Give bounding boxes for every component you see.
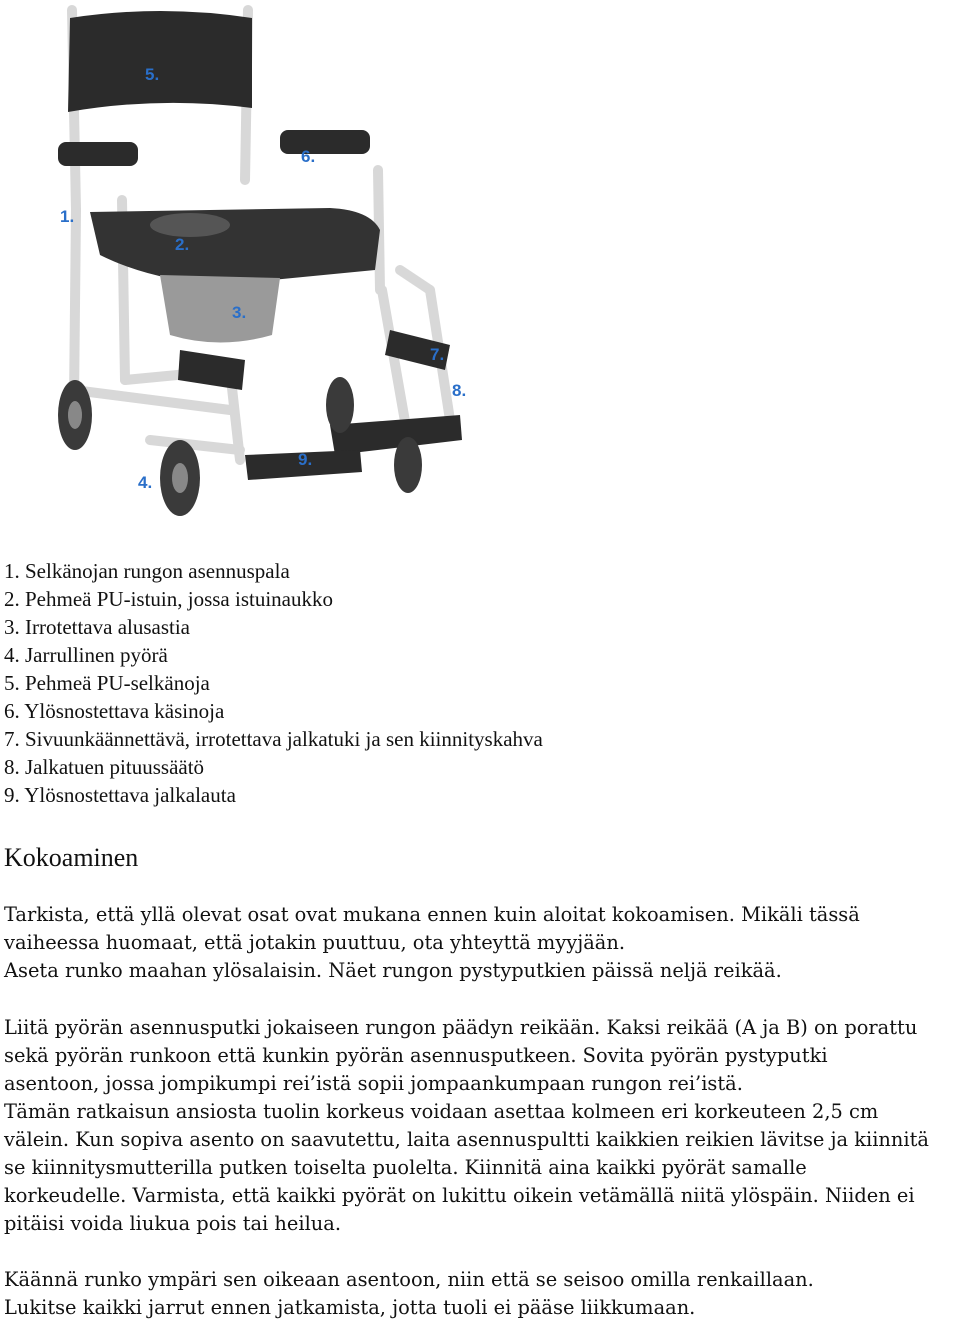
commode-chair-illustration <box>30 0 490 535</box>
left-armrest <box>58 142 138 166</box>
text-line: vaiheessa huomaat, että jotakin puuttuu, ota yhteyttä myyjään. <box>4 931 626 954</box>
parts-list-item: 7. Sivuunkäännettävä, irrotettava jalkatuki ja sen kiinnityskahva <box>4 727 543 751</box>
text-line: Liitä pyörän asennusputki jokaiseen rungon päädyn reikään. Kaksi reikää (A ja B) on porattu <box>4 1016 918 1039</box>
text-line: pitäisi voida liukua pois tai heilua. <box>4 1212 342 1235</box>
seat-opening <box>150 213 230 237</box>
parts-list-item: 8. Jalkatuen pituussäätö <box>4 755 205 779</box>
text-line: asentoon, jossa jompikumpi rei’istä sopii jompaankumpaan rungon rei’istä. <box>4 1072 743 1095</box>
backrest-pad <box>68 11 252 112</box>
commode-chair-drawing <box>30 0 490 535</box>
section-heading: Kokoaminen <box>4 843 139 872</box>
callout-3: 3. <box>232 303 247 322</box>
parts-list <box>4 557 543 809</box>
seat-pad <box>90 208 380 285</box>
parts-list-item: 2. Pehmeä PU-istuin, jossa istuinaukko <box>4 587 333 611</box>
callout-4: 4. <box>138 473 153 492</box>
callout-6: 6. <box>301 147 316 166</box>
parts-list-item: 3. Irrotettava alusastia <box>4 615 191 639</box>
text-line: sekä pyörän runkoon että kunkin pyörän asennusputkeen. Sovita pyörän pystyputki <box>4 1044 828 1067</box>
callout-5: 5. <box>145 65 160 84</box>
parts-list-item: 9. Ylösnostettava jalkalauta <box>4 783 236 807</box>
callout-7: 7. <box>430 345 445 364</box>
text-line: Käännä runko ympäri sen oikeaan asentoon, niin että se seisoo omilla renkaillaan. <box>4 1268 814 1291</box>
paragraph-3 <box>4 1266 960 1322</box>
text-line: Tämän ratkaisun ansiosta tuolin korkeus voidaan asettaa kolmeen eri korkeuteen 2,5 cm <box>4 1100 879 1123</box>
text-line: Tarkista, että yllä olevat osat ovat mukana ennen kuin aloitat kokoamisen. Mikäli tässä <box>4 903 860 926</box>
parts-list-item: 1. Selkänojan rungon asennuspala <box>4 559 290 583</box>
paragraph-1 <box>4 901 960 985</box>
text-line: Aseta runko maahan ylösalaisin. Näet rungon pystyputkien päissä neljä reikää. <box>4 959 782 982</box>
callout-9: 9. <box>298 450 313 469</box>
paragraph-2 <box>4 1014 960 1238</box>
commode-pan <box>160 275 280 343</box>
parts-list-item: 4. Jarrullinen pyörä <box>4 643 168 667</box>
footrest-bracket-left <box>178 350 245 390</box>
parts-list-item: 5. Pehmeä PU-selkänoja <box>4 671 210 695</box>
parts-list-item: 6. Ylösnostettava käsinoja <box>4 699 225 723</box>
text-line: se kiinnitysmutterilla putken toiselta puolelta. Kiinnitä aina kaikki pyörät samalle <box>4 1156 807 1179</box>
callout-2: 2. <box>175 235 190 254</box>
text-line: välein. Kun sopiva asento on saavutettu, laita asennuspultti kaikkien reikien lävitse ja kiinnitä <box>4 1128 929 1151</box>
callout-8: 8. <box>452 381 467 400</box>
right-armrest <box>280 130 370 154</box>
text-line: Lukitse kaikki jarrut ennen jatkamista, jotta tuoli ei pääse liikkumaan. <box>4 1296 696 1319</box>
text-line: korkeudelle. Varmista, että kaikki pyörät on lukittu oikein vetämällä niitä ylöspäin. Niiden ei <box>4 1184 915 1207</box>
callout-1: 1. <box>60 207 75 226</box>
